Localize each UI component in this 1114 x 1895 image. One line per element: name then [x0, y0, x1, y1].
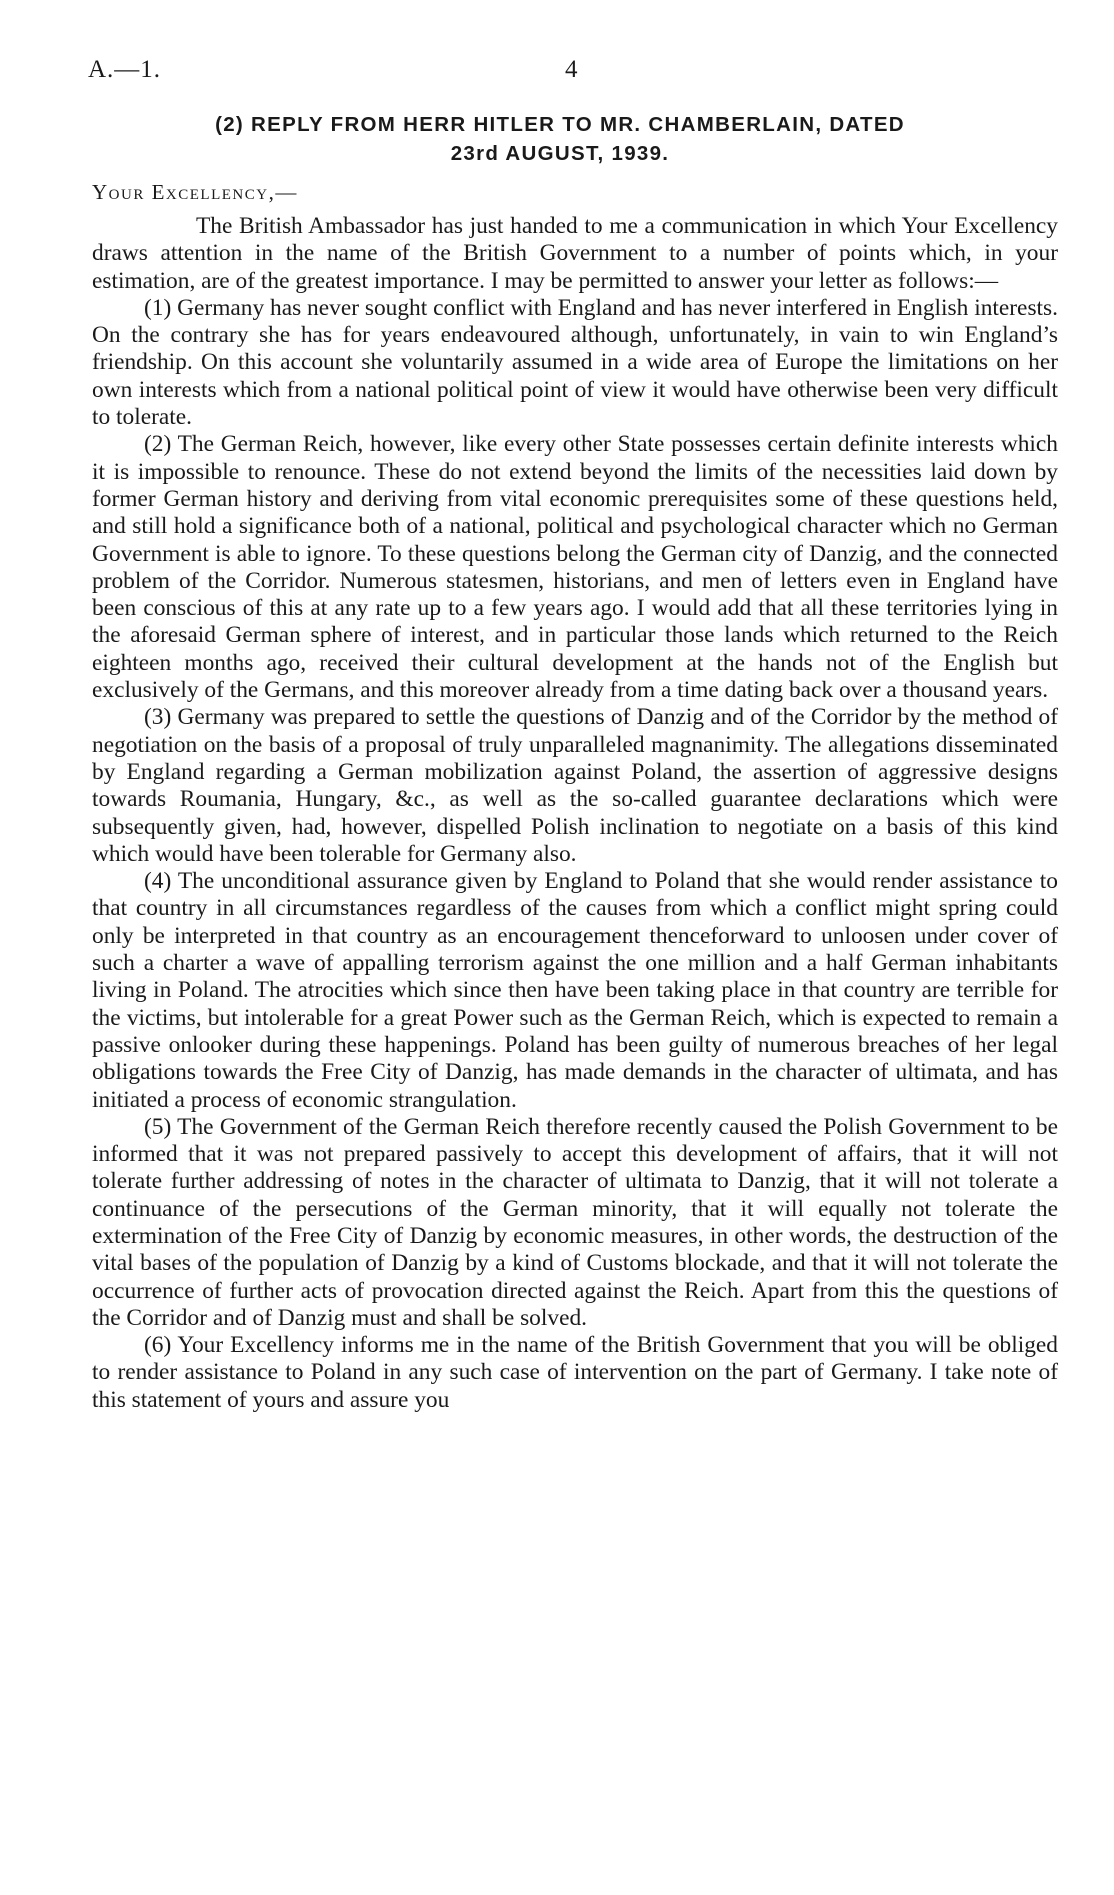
- letter-body: [92, 213, 1058, 1414]
- title-line-2: 23rd AUGUST, 1939.: [450, 142, 670, 165]
- paragraph-1: (1) Germany has never sought conflict with England and has never interfered in English interests. On the contrary she has for years endeavoured although, unfortunately, in vain to win England’s friendship. On this account she voluntarily assumed in a wide area of Europe the limitations on her own interests which from a national political point of view it would have otherwise been very difficult to tolerate.: [92, 294, 1058, 431]
- paragraph-4: (4) The unconditional assurance given by England to Poland that she would render assistance to that country in all circumstances regardless of the causes from which a conflict might spring could only be interpreted in that country as an encouragement thenceforward to unloosen under cover of such a charter a wave of appalling terrorism against the one million and a half German inhabitants living in Poland. The atrocities which since then have been taking place in that country are terrible for the victims, but intolerable for a great Power such as the German Reich, which is expected to remain a passive onlooker during these happenings. Poland has been guilty of numerous breaches of her legal obligations towards the Free City of Danzig, has made demands in the character of ultimata, and has initiated a process of economic strangulation.: [92, 868, 1058, 1113]
- page-number: 4: [565, 56, 578, 83]
- paragraph-2: (2) The German Reich, however, like every other State possesses certain definite interests which it is impossible to renounce. These do not extend beyond the limits of the necessities laid down by former German history and deriving from vital economic prerequisites some of these questions held, and still hold a significance both of a national, political and psychological character which no German Government is able to ignore. To these questions belong the German city of Danzig, and the connected problem of the Corridor. Numerous statesmen, historians, and men of letters even in England have been conscious of this at any rate up to a few years ago. I would add that all these territories lying in the aforesaid German sphere of interest, and in particular those lands which returned to the Reich eighteen months ago, received their cultural development at the hands not of the English but exclusively of the Germans, and this moreover already from a time dating back over a thousand years.: [92, 431, 1058, 704]
- paragraph-6: (6) Your Excellency informs me in the name of the British Government that you will be obliged to render assistance to Poland in any such case of intervention on the part of Germany. I take note of this statement of yours and assure you: [92, 1332, 1058, 1413]
- paragraph-5: (5) The Government of the German Reich therefore recently caused the Polish Government to be informed that it was not prepared passively to accept this development of affairs, that it will not tolerate further addressing of notes in the character of ultimata to Danzig, that it will not tolerate a continuance of the persecutions of the German minority, that it will equally not tolerate the extermination of the Free City of Danzig by economic measures, in other words, the destruction of the vital bases of the population of Danzig by a kind of Customs blockade, and that it will not tolerate the occurrence of further acts of provocation directed against the Reich. Apart from this the questions of the Corridor and of Danzig must and shall be solved.: [92, 1113, 1058, 1331]
- salutation: Your Excellency,—: [92, 180, 298, 204]
- document-reference: A.—1.: [88, 56, 162, 83]
- paragraph-intro: The British Ambassador has just handed to me a communication in which Your Excellency draws attention in the name of the British Government to a number of points which, in your estimation, are of the greatest importance. I may be permitted to answer your letter as follows:—: [92, 213, 1058, 294]
- title-line-1: (2) REPLY FROM HERR HITLER TO MR. CHAMBERLAIN, DATED: [215, 113, 905, 136]
- paragraph-3: (3) Germany was prepared to settle the questions of Danzig and of the Corridor by the method of negotiation on the basis of a proposal of truly unparalleled magnanimity. The allegations disseminated by England regarding a German mobilization against Poland, the assertion of aggressive designs towards Roumania, Hungary, &c., as well as the so-called guarantee declarations which were subsequently given, had, however, dispelled Polish inclination to negotiate on a basis of this kind which would have been tolerable for Germany also.: [92, 704, 1058, 867]
- page-title: [120, 110, 1000, 168]
